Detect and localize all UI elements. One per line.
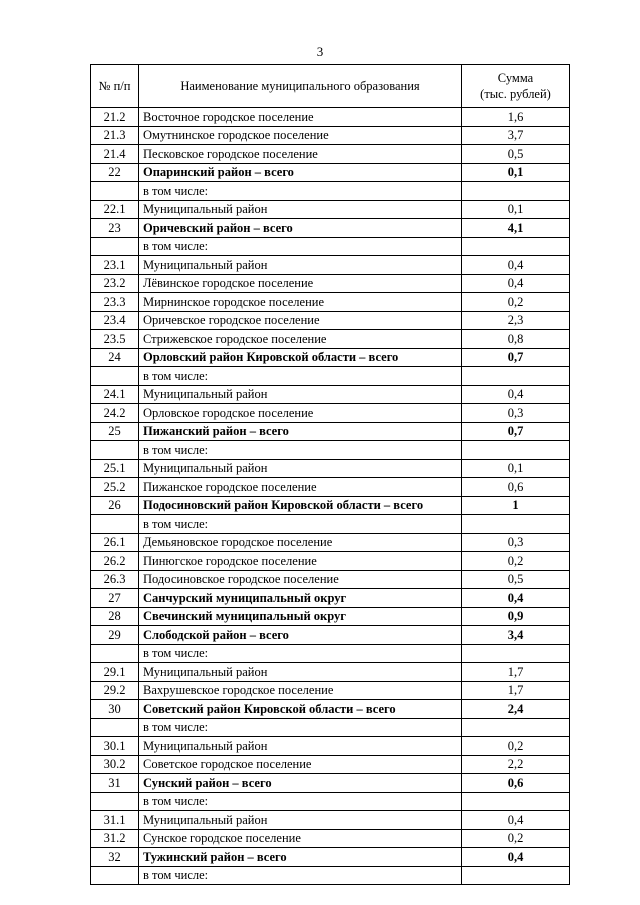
row-number: 23.1 xyxy=(91,256,139,275)
table-row xyxy=(91,293,570,312)
row-number: 29.1 xyxy=(91,663,139,682)
row-value xyxy=(462,718,570,737)
table-row xyxy=(91,145,570,164)
row-number: 24.2 xyxy=(91,404,139,423)
row-number: 23.4 xyxy=(91,311,139,330)
table-row xyxy=(91,496,570,515)
table-row xyxy=(91,644,570,663)
row-name: Восточное городское поселение xyxy=(139,108,462,127)
row-name: Пижанский район – всего xyxy=(139,422,462,441)
row-name: Советское городское поселение xyxy=(139,755,462,774)
row-name: Лёвинское городское поселение xyxy=(139,274,462,293)
row-number xyxy=(91,515,139,534)
header-col-sum-line2: (тыс. рублей) xyxy=(480,87,551,101)
allocation-table xyxy=(90,64,570,885)
row-value: 0,4 xyxy=(462,385,570,404)
row-name: в том числе: xyxy=(139,237,462,256)
row-number: 31.1 xyxy=(91,811,139,830)
row-number xyxy=(91,441,139,460)
row-number: 30.1 xyxy=(91,737,139,756)
row-value: 0,2 xyxy=(462,552,570,571)
row-number xyxy=(91,718,139,737)
table-row xyxy=(91,441,570,460)
row-number: 27 xyxy=(91,589,139,608)
table-row xyxy=(91,367,570,386)
row-value: 2,2 xyxy=(462,755,570,774)
row-name: Орловский район Кировской области – всего xyxy=(139,348,462,367)
row-value: 0,5 xyxy=(462,570,570,589)
row-number: 23 xyxy=(91,219,139,238)
row-value xyxy=(462,182,570,201)
row-name: Оричевское городское поселение xyxy=(139,311,462,330)
table-header xyxy=(91,65,570,108)
table-row xyxy=(91,829,570,848)
row-value: 1,7 xyxy=(462,663,570,682)
row-number: 24.1 xyxy=(91,385,139,404)
row-value xyxy=(462,515,570,534)
row-name: Муниципальный район xyxy=(139,737,462,756)
row-number: 24 xyxy=(91,348,139,367)
table-row xyxy=(91,200,570,219)
table-row xyxy=(91,459,570,478)
row-name: Муниципальный район xyxy=(139,663,462,682)
row-name: в том числе: xyxy=(139,792,462,811)
table-row xyxy=(91,774,570,793)
table-row xyxy=(91,515,570,534)
table-row xyxy=(91,256,570,275)
row-number: 28 xyxy=(91,607,139,626)
row-number xyxy=(91,644,139,663)
table-row xyxy=(91,570,570,589)
row-value xyxy=(462,866,570,885)
table-row xyxy=(91,755,570,774)
row-number: 21.2 xyxy=(91,108,139,127)
row-name: Подосиновское городское поселение xyxy=(139,570,462,589)
table-row xyxy=(91,811,570,830)
row-value: 0,7 xyxy=(462,422,570,441)
row-value: 0,1 xyxy=(462,163,570,182)
table-row xyxy=(91,385,570,404)
row-name: Песковское городское поселение xyxy=(139,145,462,164)
row-value: 0,9 xyxy=(462,607,570,626)
row-value: 0,2 xyxy=(462,829,570,848)
row-name: Муниципальный район xyxy=(139,256,462,275)
row-number: 25 xyxy=(91,422,139,441)
header-col-name: Наименование муниципального образования xyxy=(139,65,462,108)
table-row xyxy=(91,330,570,349)
row-number: 31 xyxy=(91,774,139,793)
row-name: в том числе: xyxy=(139,182,462,201)
row-value: 1 xyxy=(462,496,570,515)
row-value: 0,5 xyxy=(462,145,570,164)
row-number: 25.1 xyxy=(91,459,139,478)
header-col-sum-line1: Сумма xyxy=(497,71,534,85)
row-name: Муниципальный район xyxy=(139,200,462,219)
row-number xyxy=(91,367,139,386)
row-name: Омутнинское городское поселение xyxy=(139,126,462,145)
row-name: Демьяновское городское поселение xyxy=(139,533,462,552)
row-number: 23.2 xyxy=(91,274,139,293)
table-row xyxy=(91,348,570,367)
row-number: 26 xyxy=(91,496,139,515)
row-name: в том числе: xyxy=(139,718,462,737)
row-name: Пинюгское городское поселение xyxy=(139,552,462,571)
table-row xyxy=(91,700,570,719)
row-value: 1,7 xyxy=(462,681,570,700)
row-number: 21.4 xyxy=(91,145,139,164)
row-value: 0,6 xyxy=(462,478,570,497)
row-value: 2,4 xyxy=(462,700,570,719)
row-value xyxy=(462,367,570,386)
table-row xyxy=(91,219,570,238)
header-col-num: № п/п xyxy=(91,65,139,108)
table-row xyxy=(91,848,570,867)
row-name: Свечинский муниципальный округ xyxy=(139,607,462,626)
row-value: 0,3 xyxy=(462,533,570,552)
row-name: Слободской район – всего xyxy=(139,626,462,645)
table-row xyxy=(91,607,570,626)
row-value: 1,6 xyxy=(462,108,570,127)
table-row xyxy=(91,126,570,145)
table-row xyxy=(91,274,570,293)
row-name: Вахрушевское городское поселение xyxy=(139,681,462,700)
row-value: 3,7 xyxy=(462,126,570,145)
table-row xyxy=(91,552,570,571)
row-name: Оричевский район – всего xyxy=(139,219,462,238)
table-row xyxy=(91,311,570,330)
row-name: Советский район Кировской области – всего xyxy=(139,700,462,719)
table-row xyxy=(91,533,570,552)
row-name: Санчурский муниципальный округ xyxy=(139,589,462,608)
row-value: 0,4 xyxy=(462,589,570,608)
row-number: 23.5 xyxy=(91,330,139,349)
row-name: Муниципальный район xyxy=(139,385,462,404)
table-row xyxy=(91,478,570,497)
row-value xyxy=(462,644,570,663)
row-value xyxy=(462,792,570,811)
table-body xyxy=(91,108,570,885)
row-name: Мирнинское городское поселение xyxy=(139,293,462,312)
row-number: 22 xyxy=(91,163,139,182)
row-name: Пижанское городское поселение xyxy=(139,478,462,497)
row-value xyxy=(462,237,570,256)
row-name: Тужинский район – всего xyxy=(139,848,462,867)
row-name: Муниципальный район xyxy=(139,811,462,830)
row-name: в том числе: xyxy=(139,866,462,885)
table-row xyxy=(91,404,570,423)
table-row xyxy=(91,237,570,256)
row-value: 0,3 xyxy=(462,404,570,423)
row-value: 0,4 xyxy=(462,848,570,867)
row-number: 21.3 xyxy=(91,126,139,145)
row-value: 0,1 xyxy=(462,459,570,478)
table-row xyxy=(91,422,570,441)
table-row xyxy=(91,737,570,756)
row-number: 26.3 xyxy=(91,570,139,589)
row-value: 0,2 xyxy=(462,293,570,312)
row-number: 32 xyxy=(91,848,139,867)
row-name: Сунское городское поселение xyxy=(139,829,462,848)
row-value: 0,7 xyxy=(462,348,570,367)
row-value: 0,8 xyxy=(462,330,570,349)
row-name: Сунский район – всего xyxy=(139,774,462,793)
row-value: 0,4 xyxy=(462,256,570,275)
row-name: Опаринский район – всего xyxy=(139,163,462,182)
header-col-sum xyxy=(462,65,570,108)
row-number xyxy=(91,182,139,201)
row-value: 0,4 xyxy=(462,274,570,293)
row-number xyxy=(91,866,139,885)
table-row xyxy=(91,792,570,811)
table-row xyxy=(91,626,570,645)
row-number: 30.2 xyxy=(91,755,139,774)
table-row xyxy=(91,681,570,700)
row-value: 4,1 xyxy=(462,219,570,238)
row-name: Стрижевское городское поселение xyxy=(139,330,462,349)
row-name: в том числе: xyxy=(139,441,462,460)
table-row xyxy=(91,663,570,682)
row-number: 29.2 xyxy=(91,681,139,700)
table-row xyxy=(91,182,570,201)
page-number: 3 xyxy=(316,44,324,59)
row-name: в том числе: xyxy=(139,367,462,386)
row-value: 0,6 xyxy=(462,774,570,793)
table-row xyxy=(91,589,570,608)
row-number: 23.3 xyxy=(91,293,139,312)
row-number: 26.1 xyxy=(91,533,139,552)
row-number xyxy=(91,792,139,811)
row-name: в том числе: xyxy=(139,644,462,663)
row-number: 30 xyxy=(91,700,139,719)
row-name: Орловское городское поселение xyxy=(139,404,462,423)
row-value: 3,4 xyxy=(462,626,570,645)
row-number: 29 xyxy=(91,626,139,645)
table-row xyxy=(91,108,570,127)
table-row xyxy=(91,163,570,182)
row-number: 26.2 xyxy=(91,552,139,571)
row-name: в том числе: xyxy=(139,515,462,534)
row-number: 31.2 xyxy=(91,829,139,848)
table-row xyxy=(91,866,570,885)
row-value: 0,1 xyxy=(462,200,570,219)
row-value: 0,2 xyxy=(462,737,570,756)
row-number: 25.2 xyxy=(91,478,139,497)
row-value: 0,4 xyxy=(462,811,570,830)
table-row xyxy=(91,718,570,737)
row-name: Подосиновский район Кировской области – всего xyxy=(139,496,462,515)
row-number: 22.1 xyxy=(91,200,139,219)
row-name: Муниципальный район xyxy=(139,459,462,478)
row-number xyxy=(91,237,139,256)
row-value: 2,3 xyxy=(462,311,570,330)
row-value xyxy=(462,441,570,460)
